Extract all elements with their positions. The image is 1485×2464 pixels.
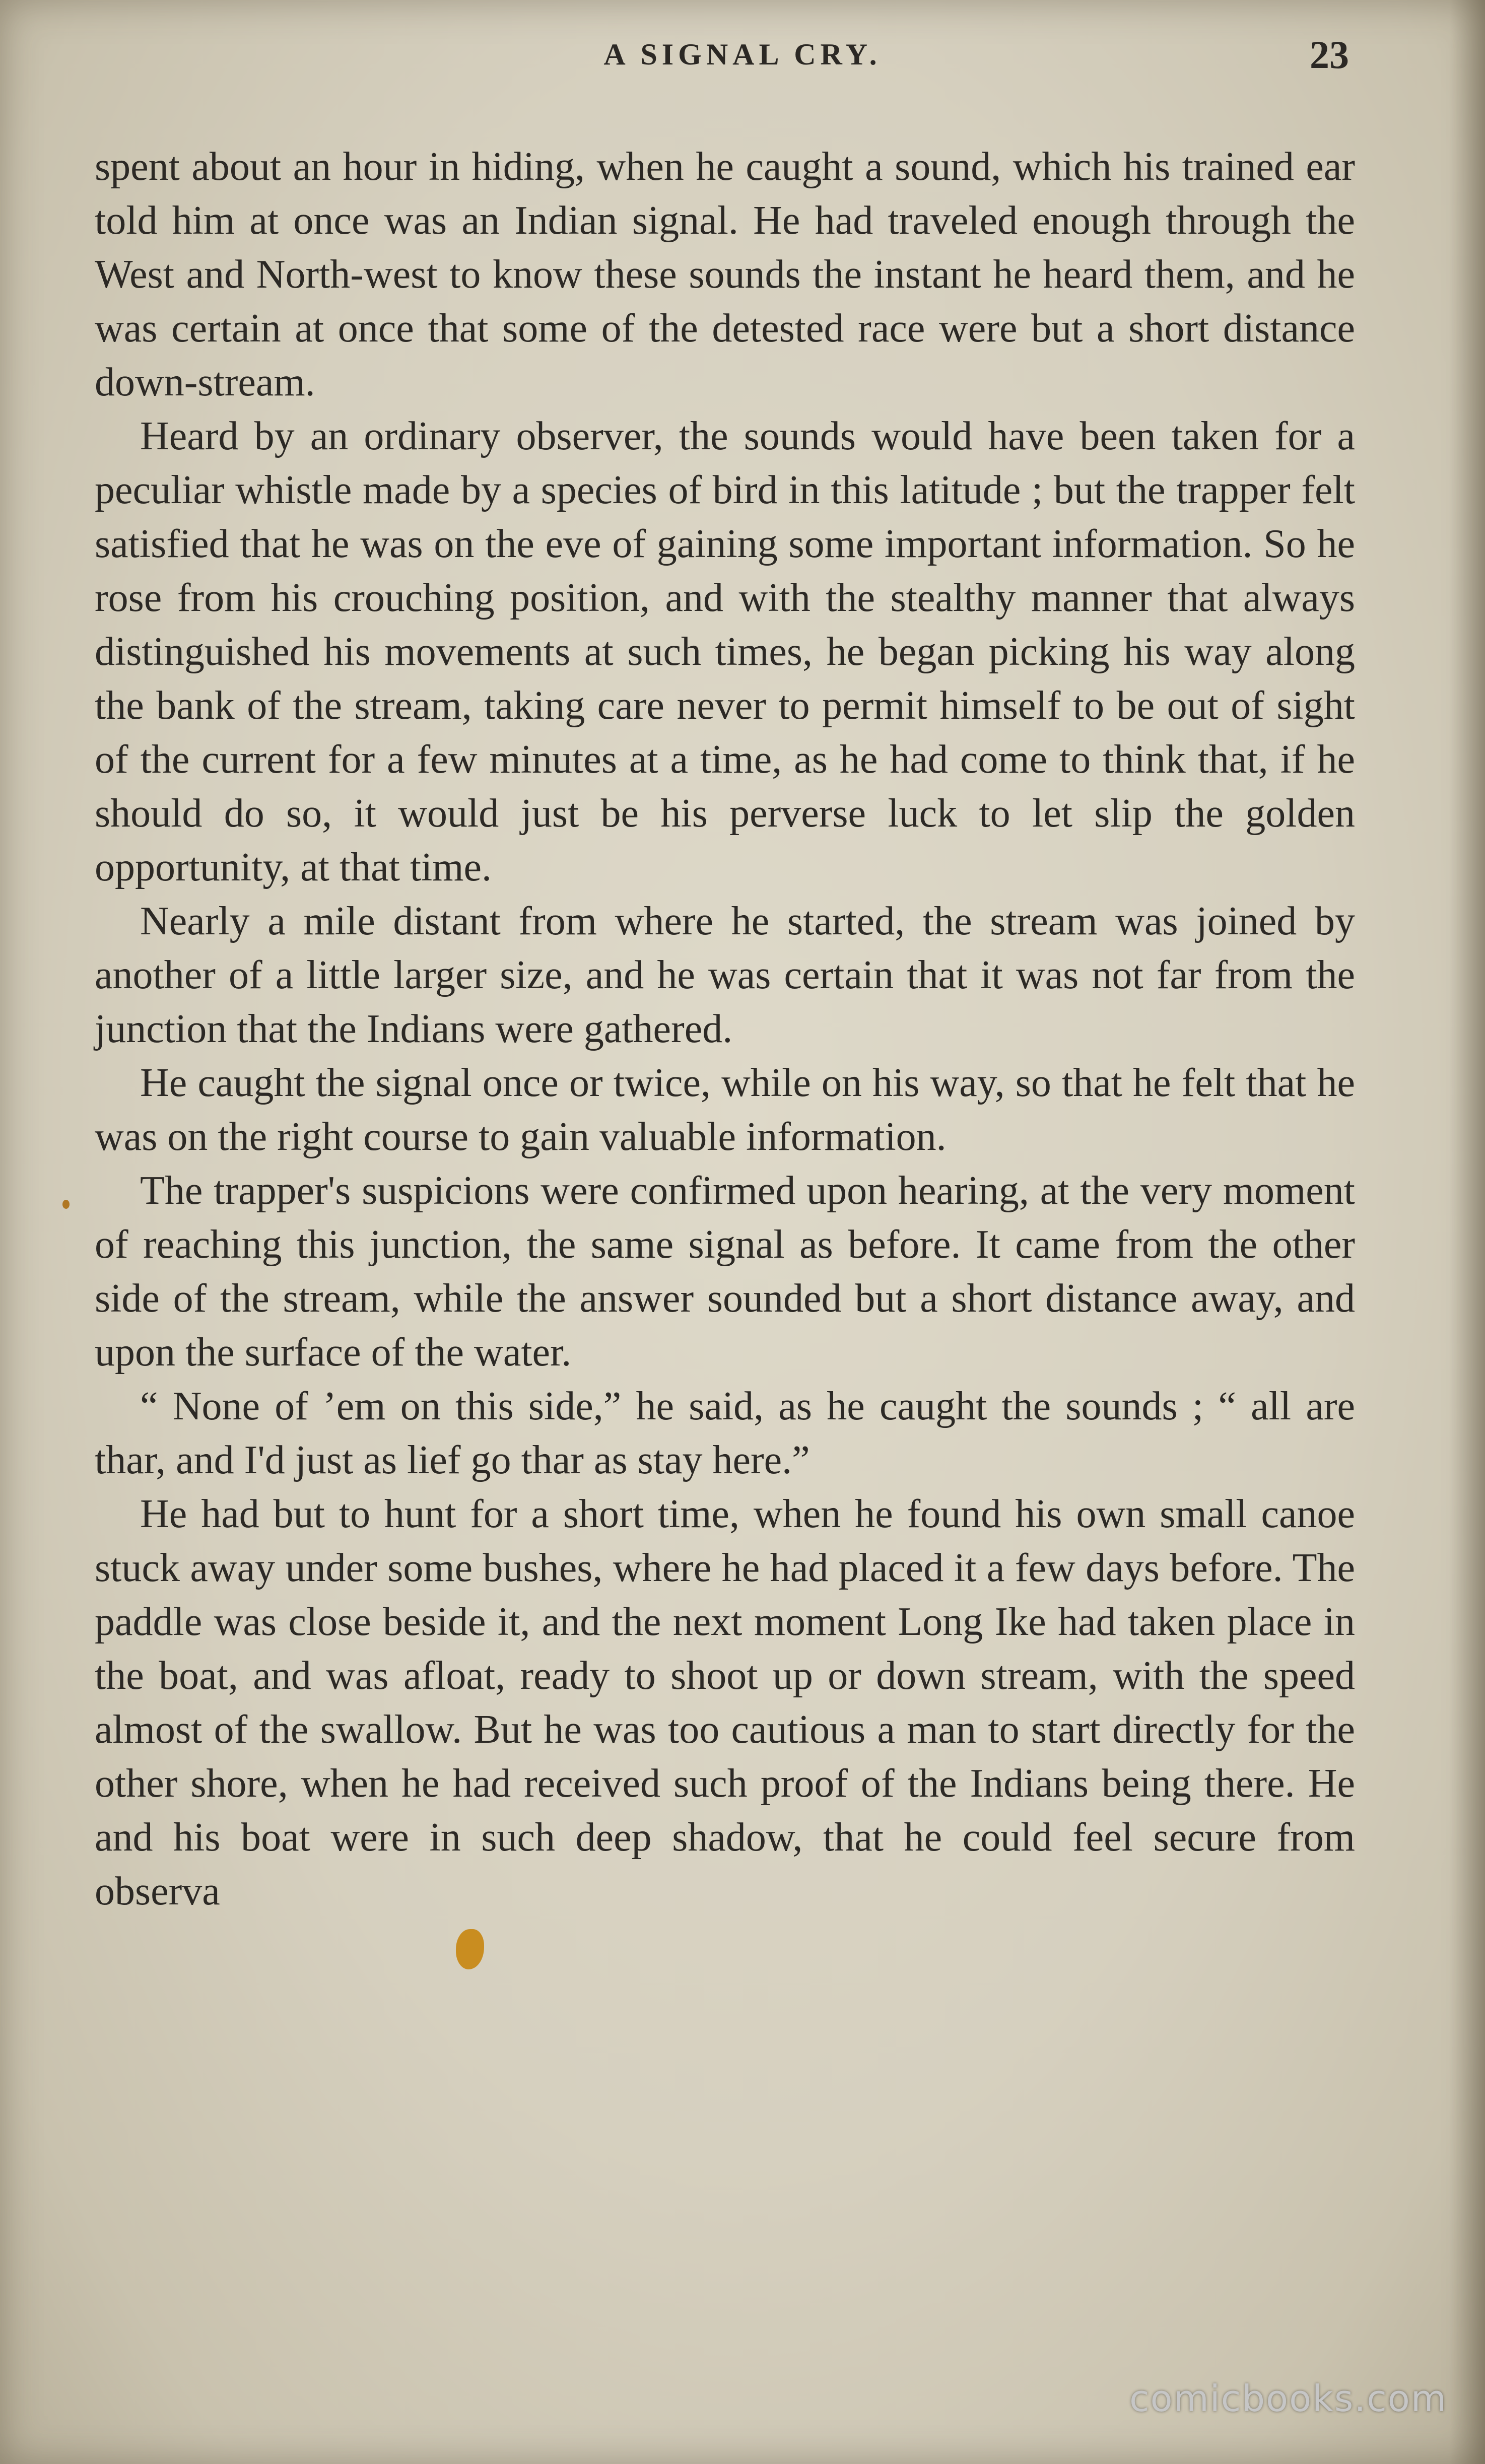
page-edge-shadow	[1450, 0, 1485, 2464]
page-body	[95, 140, 1355, 1919]
paper-speck	[62, 1200, 70, 1209]
paragraph: He had but to hunt for a short time, when he found his own small canoe stuck away under some bushes, where he had placed it a few days before. The paddle was close beside it, and the next moment Long Ike had taken place in the boat, and was afloat, ready to shoot up or down stream, with the speed almost of the swallow. But he was too cautious a man to start directly for the other shore, when he had received such proof of the Indians being there. He and his boat were in such deep shadow, that he could feel secure from observa	[95, 1492, 1355, 1913]
paragraph: Nearly a mile distant from where he started, the stream was joined by another of a little larger size, and he was certain that it was not far from the junction that the Indians were gathered.	[95, 899, 1355, 1051]
paragraph: spent about an hour in hiding, when he caught a sound, which his trained ear told him at once was an Indian signal. He had traveled enough through the West and North-west to know these sounds the instant he heard them, and he was certain at once that some of the detested race were but a short distance down-stream.	[95, 145, 1355, 404]
watermark: comicbooks.com	[1129, 2377, 1447, 2420]
paragraph: “ None of ’em on this side,” he said, as he caught the sounds ; “ all are thar, and I'd just as lief go thar as stay here.”	[95, 1384, 1355, 1482]
ink-smudge	[456, 1929, 484, 1969]
running-head: A SIGNAL CRY.	[603, 38, 882, 71]
page-number: 23	[1310, 33, 1349, 77]
paragraph: Heard by an ordinary observer, the sounds would have been taken for a peculiar whistle made by a species of bird in this latitude ; but the trapper felt satisfied that he was on the eve of gaining some important information. So he rose from his crouching position, and with the stealthy manner that always distinguished his movements at such times, he began picking his way along the bank of the stream, taking care never to permit himself to be out of sight of the current for a few minutes at a time, as he had come to think that, if he should do so, it would just be his perverse luck to let slip the golden opportunity, at that time.	[95, 414, 1355, 889]
paragraph: The trapper's suspicions were confirmed upon hearing, at the very moment of reaching this junction, the same signal as before. It came from the other side of the stream, while the answer sounded but a short distance away, and upon the surface of the water.	[95, 1169, 1355, 1375]
page-header	[0, 32, 1485, 93]
paragraph: He caught the signal once or twice, while on his way, so that he felt that he was on the right course to gain valuable information.	[95, 1061, 1355, 1159]
